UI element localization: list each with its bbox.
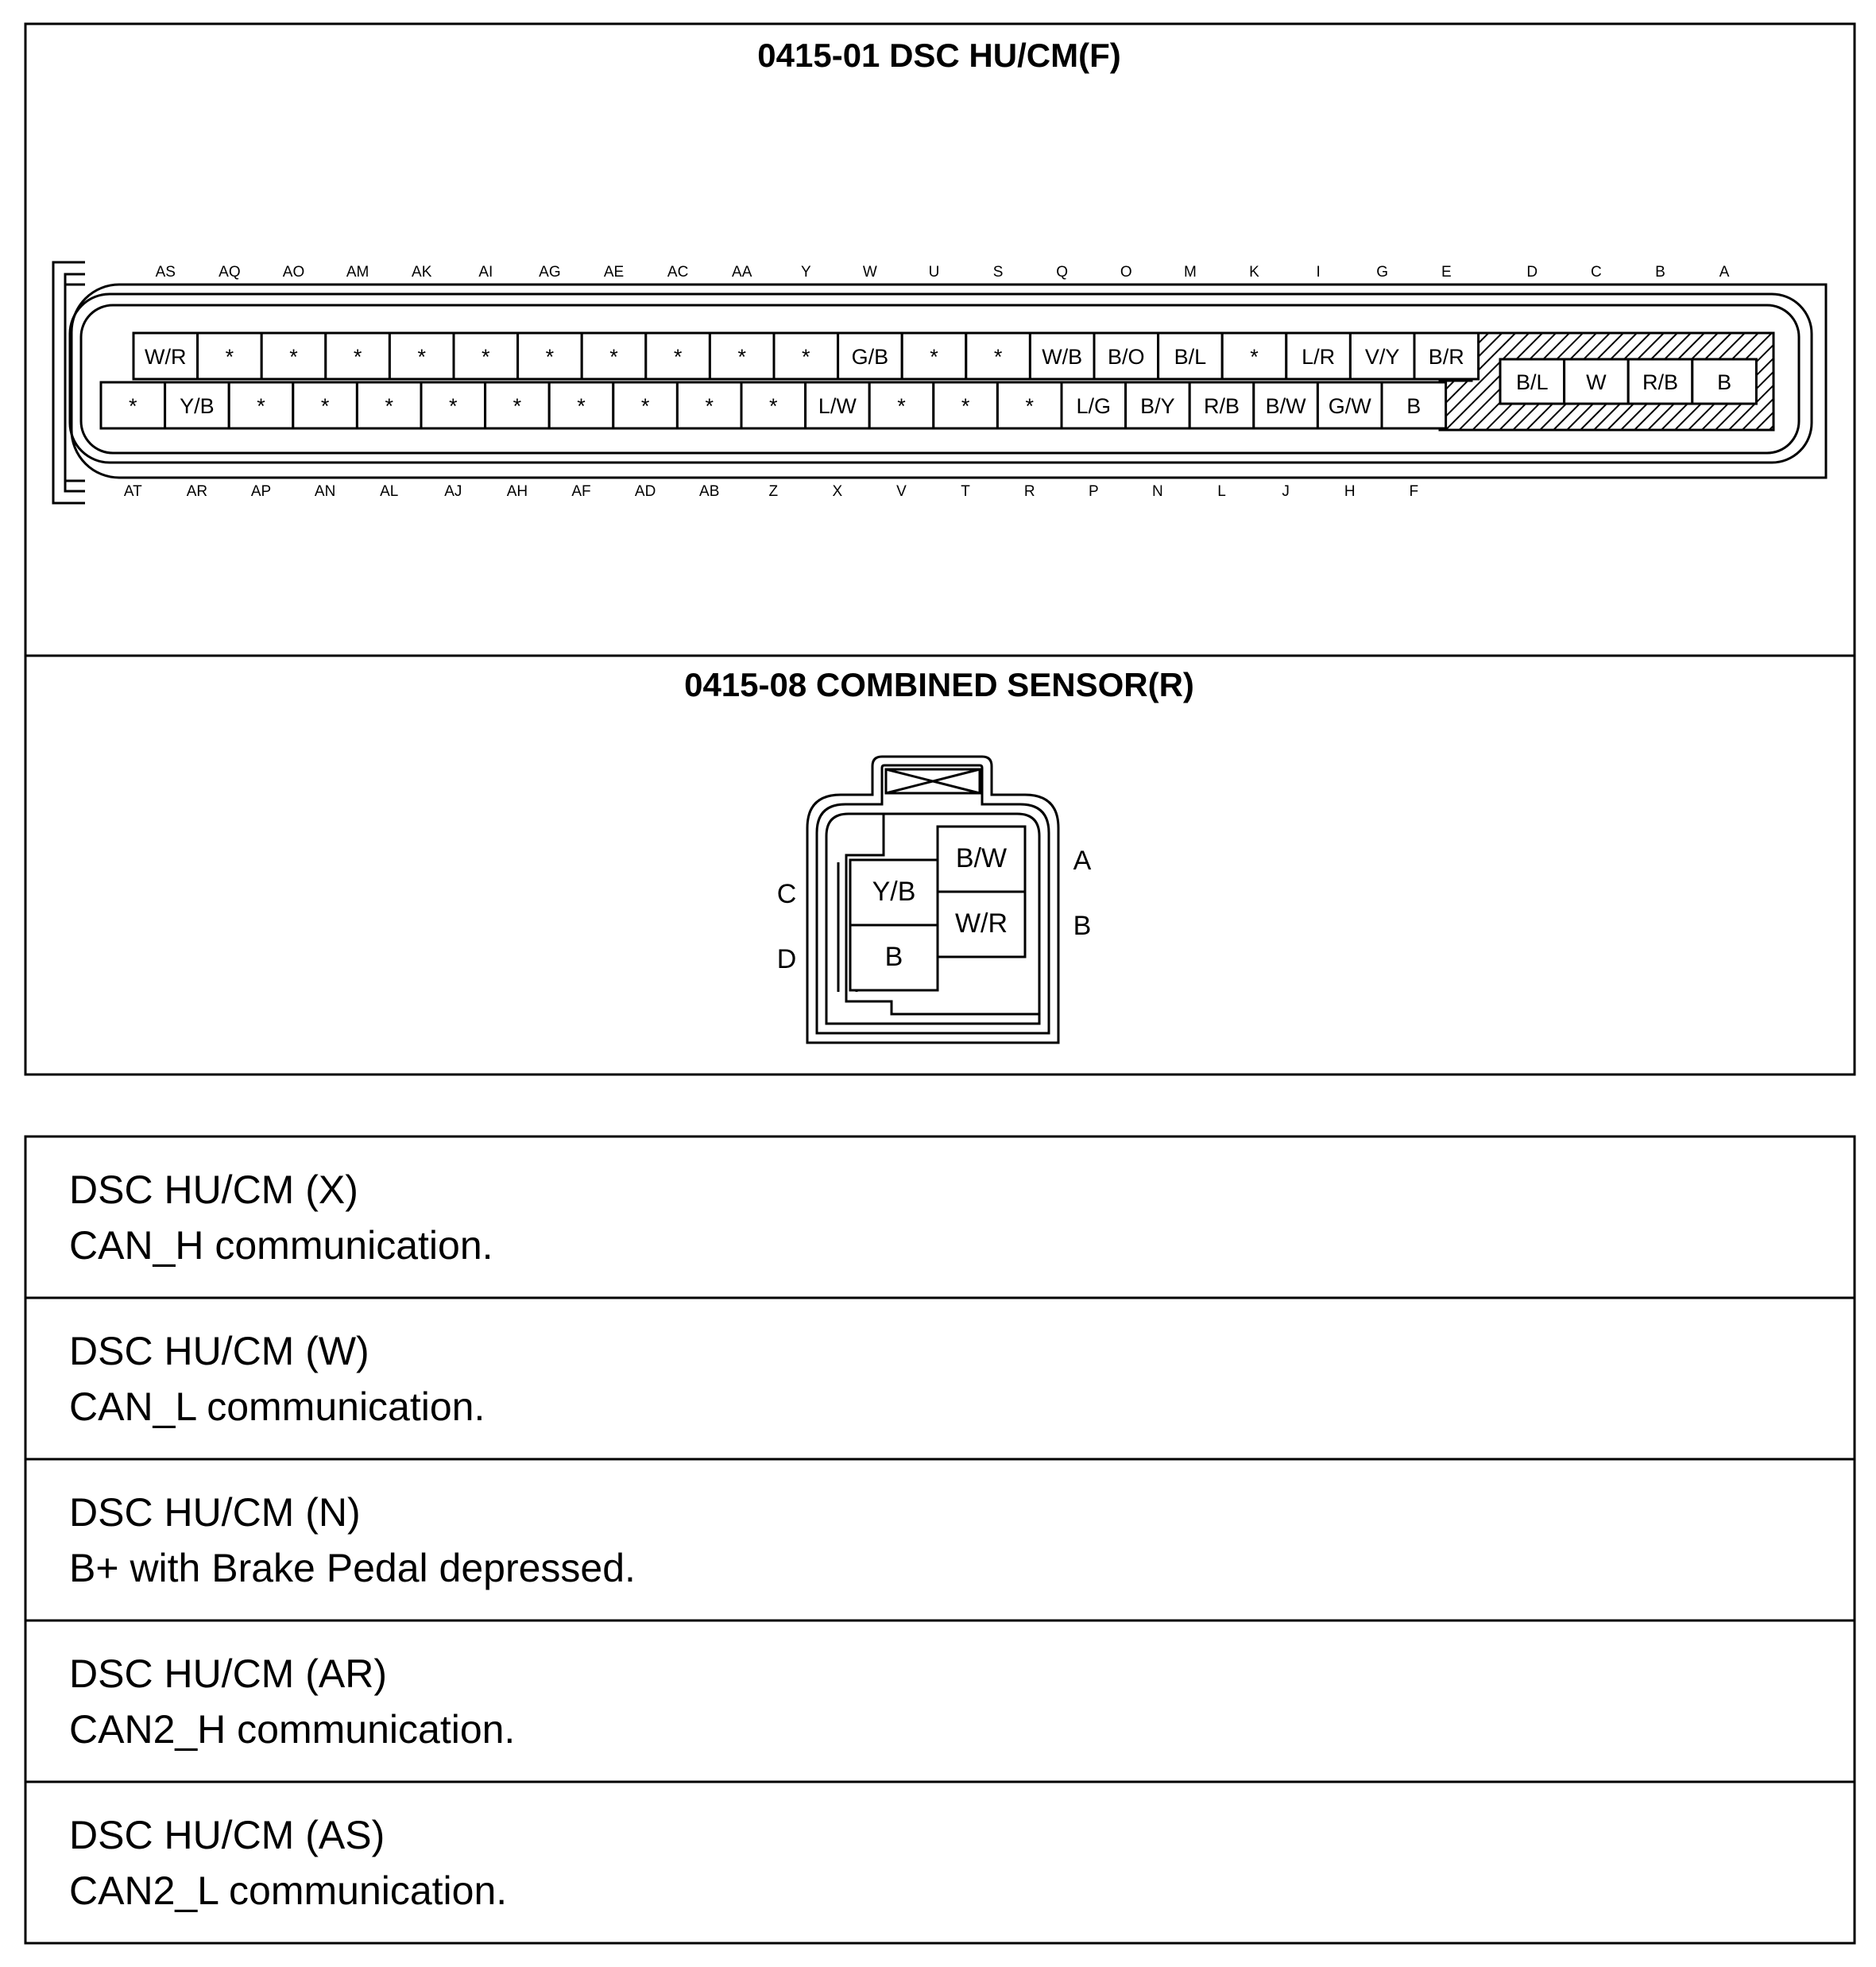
note-pin: DSC HU/CM (X) [69, 1167, 358, 1212]
cavity-wire-label: B/Y [1140, 394, 1175, 418]
dsc-cavity-x [806, 382, 870, 428]
note-pin: DSC HU/CM (AS) [69, 1813, 385, 1857]
dsc-cavity-aa [710, 333, 774, 379]
cavity-wire-label: B/W [955, 843, 1008, 873]
note-row [69, 1162, 493, 1273]
dsc-cavity-aj [421, 382, 485, 428]
cavity-wire-label: * [1250, 345, 1259, 369]
cavity-wire-label: W/B [1042, 345, 1083, 369]
dsc-cavity-h [1317, 382, 1382, 428]
note-row [69, 1485, 636, 1596]
pin-letter: AM [346, 264, 369, 281]
cavity-wire-label: B/L [1174, 345, 1207, 369]
note-pin: DSC HU/CM (W) [69, 1329, 369, 1373]
pin-letter: AS [155, 264, 176, 281]
pin-letter: AH [506, 483, 528, 500]
dsc-cavity-s [966, 333, 1031, 379]
cavity-wire-label: W/R [145, 345, 187, 369]
pin-letter: W [862, 264, 877, 281]
note-row [69, 1807, 507, 1919]
cavity-wire-label: B/L [1516, 370, 1549, 394]
dsc-cavity-o [1094, 333, 1158, 379]
cavity-wire-label: * [640, 394, 650, 418]
dsc-bottom-row-cavities [101, 382, 1446, 428]
note-row [69, 1323, 485, 1435]
cavity-wire-label: * [802, 345, 810, 369]
cavity-wire-label: W/R [954, 908, 1008, 939]
dsc-cavity-t [934, 382, 998, 428]
pin-letter: T [961, 483, 970, 500]
pin-letter: AE [603, 264, 625, 281]
cavity-wire-label: L/W [818, 394, 857, 418]
cavity-wire-label: * [961, 394, 970, 418]
dsc-cavity-ab [677, 382, 741, 428]
cavity-wire-label: * [930, 345, 938, 369]
dsc-cavity-i [1286, 333, 1351, 379]
dsc-cavity-ae [582, 333, 646, 379]
pin-letter: L [1217, 483, 1226, 500]
dsc-cavity-u [902, 333, 966, 379]
pin-letter: N [1152, 483, 1163, 500]
cavity-wire-label: L/R [1302, 345, 1336, 369]
cavity-wire-label: * [577, 394, 586, 418]
cavity-wire-label: R/B [1642, 370, 1679, 394]
dsc-cavity-z [741, 382, 806, 428]
note-description: B+ with Brake Pedal depressed. [69, 1546, 636, 1590]
pin-letter: J [1282, 483, 1290, 500]
note-pin: DSC HU/CM (AR) [69, 1651, 387, 1696]
sensor-cavity-a [938, 827, 1025, 892]
pin-letter: C [776, 879, 797, 909]
dsc-cavity-d [1500, 359, 1565, 404]
cavity-wire-label: * [513, 394, 522, 418]
dsc-cavity-v [869, 382, 934, 428]
cavity-wire-label: * [673, 345, 683, 369]
dsc-cavity-ah [485, 382, 550, 428]
pin-letter: AT [123, 483, 142, 500]
dsc-cavity-ad [613, 382, 678, 428]
dsc-cavity-m [1158, 333, 1223, 379]
pin-letter: AK [412, 264, 432, 281]
dsc-cavity-at [101, 382, 165, 428]
pin-letter: AD [634, 483, 656, 500]
cavity-wire-label: B [1717, 370, 1732, 394]
sensor-connector-title: 0415-08 COMBINED SENSOR(R) [684, 666, 1194, 703]
cavity-wire-label: W [1586, 370, 1607, 394]
dsc-cavity-ak [389, 333, 454, 379]
note-pin: DSC HU/CM (N) [69, 1490, 361, 1535]
cavity-wire-label: * [257, 394, 265, 418]
cavity-wire-label: * [129, 394, 137, 418]
dsc-cavity-aq [198, 333, 262, 379]
pin-letter: O [1120, 264, 1132, 281]
pin-letter: H [1344, 483, 1356, 500]
dsc-cavity-ai [454, 333, 518, 379]
cavity-wire-label: * [449, 394, 458, 418]
pin-letter: AQ [219, 264, 241, 281]
pin-letter: AP [250, 483, 272, 500]
pin-letter: A [1073, 846, 1092, 876]
cavity-wire-label: Y/B [872, 877, 916, 907]
pin-letter: K [1249, 264, 1259, 281]
cavity-wire-label: * [545, 345, 555, 369]
cavity-wire-label: * [993, 345, 1003, 369]
cavity-wire-label: B/R [1428, 345, 1464, 369]
cavity-wire-label: * [737, 345, 746, 369]
cavity-wire-label: V/Y [1364, 345, 1400, 369]
pin-letter: Y [800, 264, 811, 281]
cavity-wire-label: * [320, 394, 330, 418]
dsc-bottom-row-letters [124, 483, 1418, 500]
cavity-wire-label: R/B [1203, 394, 1240, 418]
dsc-cavity-a [1692, 359, 1757, 404]
dsc-cavity-an [293, 382, 358, 428]
cavity-wire-label: * [1025, 394, 1034, 418]
pin-letter: AF [571, 483, 591, 500]
pin-letter: AN [314, 483, 336, 500]
dsc-top-row-cavities [133, 333, 1479, 379]
cavity-wire-label: L/G [1076, 394, 1112, 418]
cavity-wire-label: * [353, 345, 362, 369]
pin-letter: X [832, 483, 843, 500]
cavity-wire-label: B/W [1265, 394, 1306, 418]
dsc-cavity-ag [518, 333, 582, 379]
pin-letter: AB [699, 483, 720, 500]
dsc-connector-title: 0415-01 DSC HU/CM(F) [757, 37, 1121, 74]
dsc-cavity-af [549, 382, 613, 428]
cavity-wire-label: * [482, 345, 490, 369]
cavity-wire-label: * [289, 345, 298, 369]
pin-letter: AI [478, 264, 493, 281]
pin-letter: B [1073, 911, 1092, 941]
sensor-cavity-b [938, 892, 1025, 957]
sensor-cavity-d [850, 925, 938, 990]
pin-letter: AL [380, 483, 399, 500]
cavity-wire-label: B/O [1108, 345, 1145, 369]
note-description: CAN_H communication. [69, 1223, 493, 1268]
note-description: CAN_L communication. [69, 1384, 485, 1429]
cavity-wire-label: * [705, 394, 714, 418]
dsc-cavity-e [1414, 333, 1479, 379]
dsc-large-cavities [1500, 359, 1756, 404]
pin-letter: V [896, 483, 907, 500]
pin-letter: F [1409, 483, 1419, 500]
dsc-cavity-r [997, 382, 1062, 428]
pin-letter: AO [282, 264, 305, 281]
dsc-cavity-j [1254, 382, 1318, 428]
pin-letter: B [1655, 264, 1665, 281]
dsc-cavity-am [326, 333, 390, 379]
cavity-wire-label: * [417, 345, 426, 369]
pin-letter: R [1023, 483, 1035, 500]
pin-letter: M [1183, 264, 1197, 281]
cavity-wire-label: Y/B [180, 394, 215, 418]
pin-letter: A [1719, 264, 1730, 281]
dsc-cavity-b [1628, 359, 1692, 404]
pin-letter: E [1441, 264, 1452, 281]
note-description: CAN2_H communication. [69, 1707, 516, 1752]
dsc-cavity-c [1565, 359, 1629, 404]
note-row [69, 1646, 515, 1757]
pin-letter: Q [1056, 264, 1069, 281]
pin-letter: AR [186, 483, 208, 500]
cavity-wire-label: B [884, 942, 903, 972]
pin-letter: I [1316, 264, 1321, 281]
dsc-cavity-as [133, 333, 198, 379]
pin-letter: U [928, 264, 940, 281]
dsc-top-row-letters [156, 264, 1452, 281]
dsc-cavity-ac [646, 333, 710, 379]
dsc-cavity-n [1126, 382, 1190, 428]
dsc-cavity-w [838, 333, 903, 379]
pin-letter: S [992, 264, 1004, 281]
cavity-wire-label: * [769, 394, 778, 418]
dsc-cavity-q [1030, 333, 1094, 379]
cavity-wire-label: B [1406, 394, 1422, 418]
dsc-cavity-ap [229, 382, 293, 428]
pin-letter: AC [667, 264, 689, 281]
sensor-cavity-c [850, 860, 938, 925]
pin-letter: Z [768, 483, 779, 500]
dsc-cavity-f [1382, 382, 1446, 428]
dsc-cavity-g [1350, 333, 1414, 379]
note-description: CAN2_L communication. [69, 1868, 508, 1913]
pin-letter: G [1376, 264, 1389, 281]
pin-letter: P [1088, 483, 1099, 500]
dsc-cavity-l [1189, 382, 1254, 428]
cavity-wire-label: * [897, 394, 906, 418]
pin-letter: D [1526, 264, 1538, 281]
cavity-wire-label: * [385, 394, 393, 418]
pin-letter: AG [539, 264, 561, 281]
cavity-wire-label: G/B [851, 345, 889, 369]
pin-letter: C [1591, 264, 1602, 281]
dsc-large-cavity-letters [1526, 264, 1729, 281]
pin-letter: D [776, 944, 797, 974]
dsc-cavity-k [1222, 333, 1286, 379]
cavity-wire-label: * [225, 345, 234, 369]
dsc-cavity-p [1062, 382, 1126, 428]
dsc-cavity-ar [165, 382, 230, 428]
dsc-cavity-ao [261, 333, 326, 379]
dsc-cavity-al [357, 382, 421, 428]
pin-letter: AJ [444, 483, 462, 500]
dsc-cavity-y [774, 333, 838, 379]
cavity-wire-label: G/W [1328, 394, 1371, 418]
pin-letter: AA [732, 264, 752, 281]
sensor-cavities [777, 827, 1092, 990]
cavity-wire-label: * [609, 345, 618, 369]
